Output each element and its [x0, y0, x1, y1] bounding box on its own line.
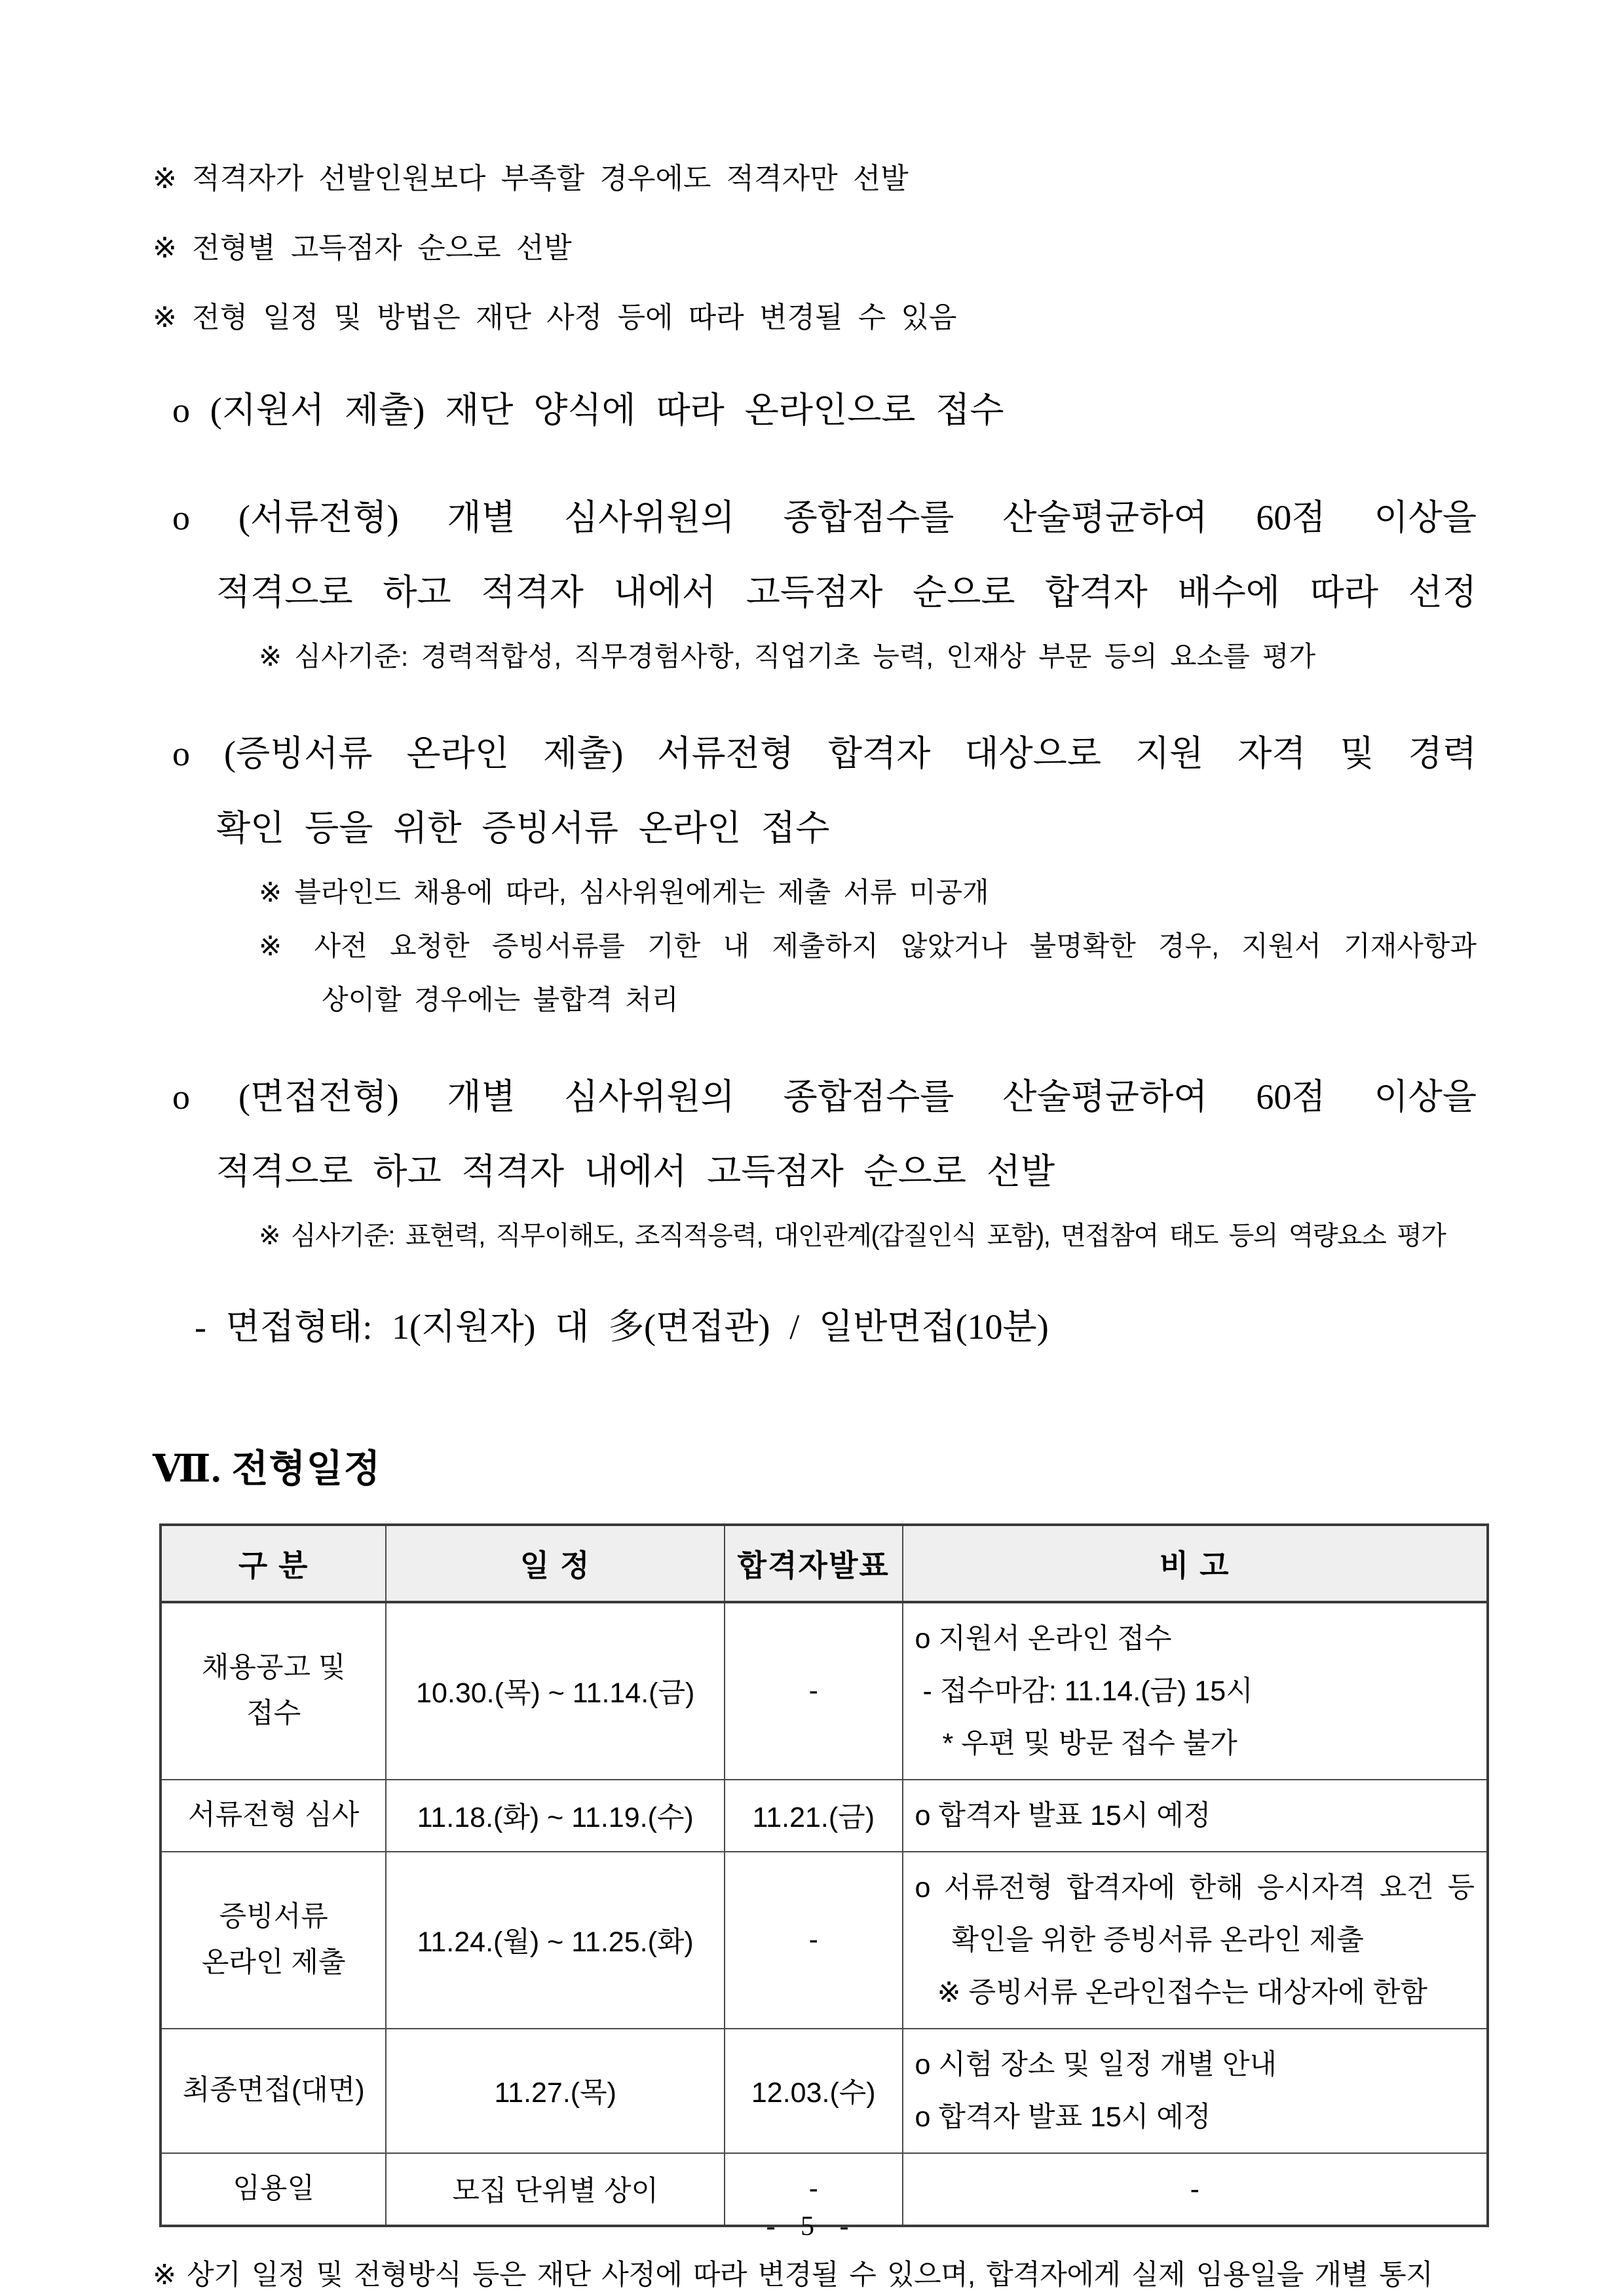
cell-category — [161, 1852, 386, 2029]
cell-line: 온라인 제출 — [201, 1946, 346, 1978]
section-title: Ⅶ. 전형일정 — [153, 1447, 381, 1491]
cell-remarks — [903, 1602, 1488, 1780]
selection-process-list — [153, 373, 1477, 1349]
col-header-announcement: 합격자발표 — [725, 1525, 902, 1602]
cell-announcement: 11.21.(금) — [725, 1780, 902, 1852]
cell-announcement: - — [725, 2153, 902, 2226]
bullet-subnote: 상이할 경우에는 불합격 처리 — [322, 984, 679, 1015]
schedule-table — [159, 1523, 1489, 2227]
cell-announcement: - — [725, 1602, 902, 1780]
bullet-line: o (지원서 제출) 재단 양식에 따라 온라인으로 접수 — [172, 390, 1004, 430]
col-header-category: 구 분 — [161, 1525, 386, 1602]
top-note-line: ※ 전형별 고득점자 순으로 선발 — [153, 232, 572, 265]
table-row — [161, 1852, 1488, 2029]
cell-category — [161, 1602, 386, 1780]
bullet-line: 확인 등을 위한 증빙서류 온라인 접수 — [216, 808, 830, 848]
remark-line: - 접수마감: 11.14.(금) 15시 — [922, 1675, 1253, 1707]
remark-line: 확인을 위한 증빙서류 온라인 제출 — [951, 1924, 1364, 1956]
table-row — [161, 1780, 1488, 1852]
interview-format-line: - 면접형태: 1(지원자) 대 多(면접관) / 일반면접(10분) — [195, 1307, 1049, 1347]
bullet-subnote: ※ 블라인드 채용에 따라, 심사위원에게는 제출 서류 미공개 — [259, 876, 989, 908]
bullet-subnote: ※ 심사기준: 표현력, 직무이해도, 조직적응력, 대인관계(갑질인식 포함), 면접참여 태도 등의 역량요소 평가 — [259, 1221, 1446, 1250]
page-number: - 5 - — [766, 2211, 858, 2242]
cell-remarks — [903, 1852, 1488, 2029]
top-notes — [153, 164, 1477, 334]
cell-period: 11.27.(목) — [386, 2029, 725, 2153]
remark-line: o 서류전형 합격자에 한해 응시자격 요건 등 — [915, 1871, 1475, 1904]
cell-period: 10.30.(목) ~ 11.14.(금) — [386, 1602, 725, 1780]
bullet-line: 적격으로 하고 적격자 내에서 고득점자 순으로 합격자 배수에 따라 선정 — [216, 572, 1477, 612]
remark-line: o 시험 장소 및 일정 개별 안내 — [915, 2048, 1277, 2080]
remark-line: ※ 증빙서류 온라인접수는 대상자에 한함 — [937, 1976, 1427, 2008]
bullet-subnote: ※ 사전 요청한 증빙서류를 기한 내 제출하지 않았거나 불명확한 경우, 지원서 기재사항과 — [259, 930, 1477, 961]
remark-line: * 우편 및 방문 접수 불가 — [942, 1727, 1237, 1759]
cell-line: 증빙서류 — [219, 1901, 328, 1933]
remark-line: - — [1190, 2173, 1199, 2205]
cell-period: 11.24.(월) ~ 11.25.(화) — [386, 1852, 725, 2029]
col-header-period: 일 정 — [386, 1525, 725, 1602]
bullet-subnote: ※ 심사기준: 경력적합성, 직무경험사항, 직업기초 능력, 인재상 부문 등의 요소를 평가 — [259, 640, 1316, 672]
cell-remarks — [903, 1780, 1488, 1852]
bullet-line: o (증빙서류 온라인 제출) 서류전형 합격자 대상으로 지원 자격 및 경력 — [172, 733, 1477, 773]
bullet-application-submit — [153, 373, 1477, 448]
cell-line: 채용공고 및 — [201, 1652, 346, 1684]
cell-remarks — [903, 2029, 1488, 2153]
bullet-line: o (서류전형) 개별 심사위원의 종합점수를 산술평균하여 60점 이상을 — [172, 497, 1477, 537]
cell-period: 모집 단위별 상이 — [386, 2153, 725, 2226]
bullet-document-screening — [153, 480, 1477, 683]
bullet-line: o (면접전형) 개별 심사위원의 종합점수를 산술평균하여 60점 이상을 — [172, 1077, 1477, 1117]
bottom-note: ※ 상기 일정 및 전형방식 등은 재단 사정에 따라 변경될 수 있으며, 합격자에게 실제 임용일을 개별 통지 — [153, 2259, 1433, 2291]
bullet-interview-screening — [153, 1060, 1477, 1263]
bullet-evidence-online-submit — [153, 716, 1477, 1027]
cell-line: 접수 — [246, 1697, 301, 1729]
top-note-line: ※ 적격자가 선발인원보다 부족할 경우에도 적격자만 선발 — [153, 163, 909, 195]
col-header-remarks: 비 고 — [903, 1525, 1488, 1602]
cell-category — [161, 2029, 386, 2153]
cell-line: 임용일 — [233, 2173, 315, 2205]
cell-line: 최종면접(대면) — [182, 2075, 365, 2107]
top-note-line: ※ 전형 일정 및 방법은 재단 사정 등에 따라 변경될 수 있음 — [153, 301, 957, 334]
cell-announcement: - — [725, 1852, 902, 2029]
remark-line: o 합격자 발표 15시 예정 — [915, 1799, 1211, 1831]
cell-line: 서류전형 심사 — [188, 1799, 360, 1831]
table-header-row — [161, 1525, 1488, 1602]
cell-announcement: 12.03.(수) — [725, 2029, 902, 2153]
table-row — [161, 2029, 1488, 2153]
cell-period: 11.18.(화) ~ 11.19.(수) — [386, 1780, 725, 1852]
remark-line: o 합격자 발표 15시 예정 — [915, 2101, 1211, 2133]
remark-line: o 지원서 온라인 접수 — [915, 1622, 1172, 1655]
cell-category — [161, 1780, 386, 1852]
bullet-line: 적격으로 하고 적격자 내에서 고득점자 순으로 선발 — [216, 1151, 1055, 1191]
table-row — [161, 1602, 1488, 1780]
